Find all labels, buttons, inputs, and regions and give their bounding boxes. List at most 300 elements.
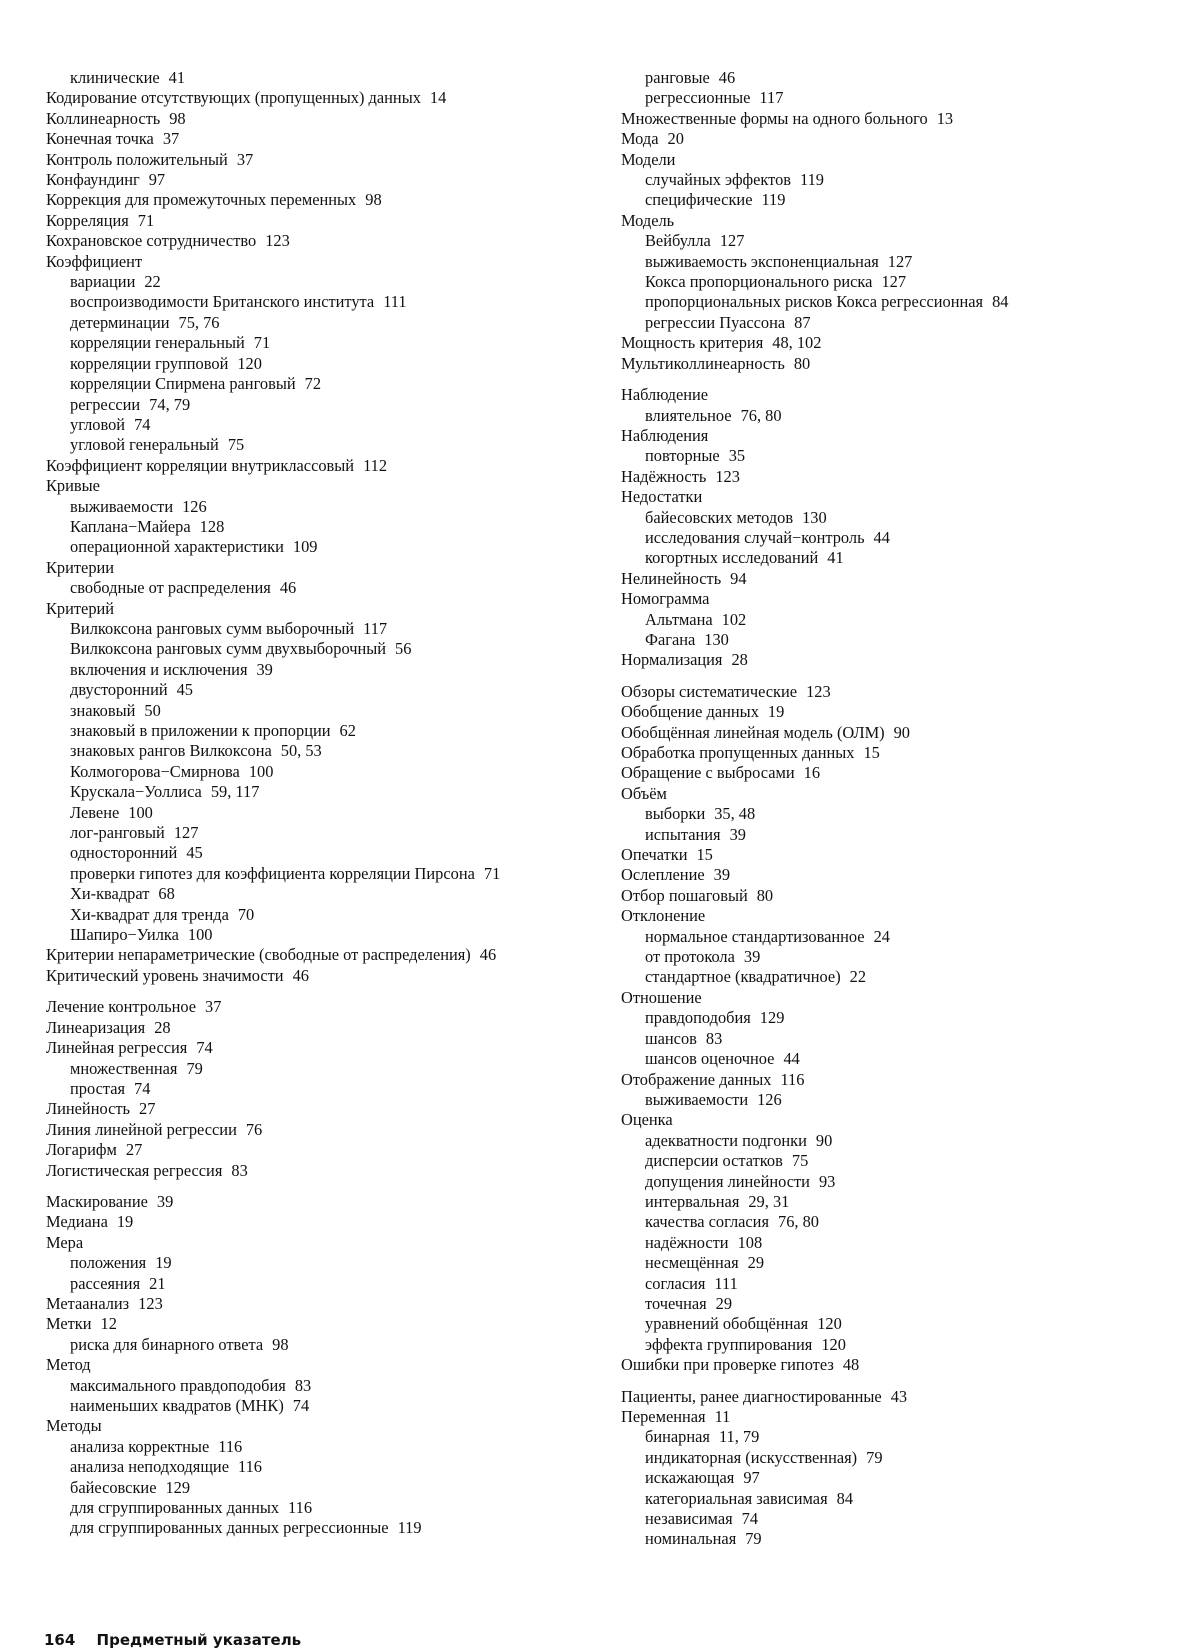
- index-term: Линейная регрессия: [46, 1038, 188, 1058]
- index-entry: [621, 682, 1121, 702]
- index-term: выборки: [645, 804, 706, 824]
- index-page-ref: 90: [815, 1130, 833, 1150]
- index-page-ref: 39: [729, 824, 746, 844]
- index-subentry: [621, 1131, 1121, 1151]
- index-term: специфические: [645, 190, 753, 210]
- index-page-ref: 46: [292, 965, 309, 985]
- index-term: регрессионные: [645, 88, 751, 108]
- index-page-ref: 72: [304, 374, 322, 394]
- index-term: испытания: [645, 824, 721, 844]
- index-term: Мода: [621, 129, 659, 149]
- index-subentry: [46, 803, 601, 823]
- index-subentry: [46, 578, 601, 598]
- index-page-ref: 48, 102: [772, 333, 822, 353]
- index-page-ref: 84: [836, 1488, 854, 1508]
- index-subentry: [46, 1437, 601, 1457]
- index-term: проверки гипотез для коэффициента корреляции Пирсона: [70, 863, 475, 883]
- index-subentry: [621, 1427, 1121, 1447]
- index-entry: [621, 1355, 1121, 1375]
- index-term: Альтмана: [645, 609, 713, 629]
- index-term: Оценка: [621, 1110, 673, 1130]
- index-entry: [46, 1212, 601, 1232]
- index-term: выживаемости: [645, 1089, 749, 1109]
- index-page-ref: 93: [818, 1171, 836, 1191]
- index-page-ref: 19: [155, 1253, 172, 1273]
- index-page-ref: 116: [218, 1436, 243, 1456]
- index-page-ref: 16: [803, 763, 821, 783]
- index-subentry: [621, 1253, 1121, 1273]
- index-entry: [46, 1120, 601, 1140]
- index-subentry: [46, 354, 601, 374]
- index-term: простая: [70, 1078, 126, 1098]
- index-term: дисперсии остатков: [645, 1151, 783, 1171]
- index-term: Методы: [46, 1416, 102, 1436]
- index-page-ref: 79: [186, 1058, 203, 1078]
- index-term: клинические: [70, 68, 160, 87]
- index-term: Кривые: [46, 476, 100, 496]
- index-term: Конечная точка: [46, 129, 154, 149]
- index-entry: [621, 1407, 1121, 1427]
- index-entry: [621, 1387, 1121, 1407]
- index-page-ref: 29: [747, 1253, 765, 1273]
- index-entry: [621, 426, 1121, 446]
- index-term: Наблюдение: [621, 385, 709, 405]
- index-page-ref: 29, 31: [748, 1191, 790, 1211]
- index-entry: [46, 1161, 601, 1181]
- index-page-ref: 79: [745, 1529, 762, 1549]
- index-entry: [621, 650, 1121, 670]
- index-term: односторонний: [70, 843, 178, 863]
- index-entry: [46, 129, 601, 149]
- index-subentry: [46, 415, 601, 435]
- index-term: Каплана−Майера: [70, 516, 191, 536]
- index-subentry: [621, 1335, 1121, 1355]
- index-page-ref: 126: [757, 1089, 782, 1109]
- index-page-ref: 29: [715, 1293, 733, 1313]
- index-page-ref: 130: [704, 629, 729, 649]
- index-term: Отклонение: [621, 906, 706, 926]
- index-term: включения и исключения: [70, 659, 248, 679]
- index-page-ref: 94: [730, 568, 747, 588]
- index-entry: [46, 190, 601, 210]
- index-term: свободные от распределения: [70, 578, 271, 598]
- index-entry: [46, 558, 601, 578]
- index-term: Множественные формы на одного больного: [621, 108, 928, 128]
- index-subentry: [46, 68, 601, 88]
- index-term: Надёжность: [621, 466, 707, 486]
- index-subentry: [46, 313, 601, 333]
- index-entry: [46, 997, 601, 1017]
- index-page-ref: 127: [881, 272, 907, 292]
- index-term: когортных исследований: [645, 548, 819, 568]
- index-page-ref: 48: [842, 1355, 860, 1375]
- index-entry: [621, 385, 1121, 405]
- index-term: категориальная зависимая: [645, 1488, 828, 1508]
- index-term: корреляции групповой: [70, 353, 229, 373]
- index-term: вариации: [70, 272, 136, 292]
- index-term: анализа неподходящие: [70, 1457, 229, 1477]
- index-term: Критерий: [46, 598, 115, 618]
- index-subentry: [621, 927, 1121, 947]
- index-page-ref: 46: [718, 68, 736, 87]
- index-page-ref: 28: [731, 650, 748, 670]
- index-subentry: [621, 1192, 1121, 1212]
- index-page-ref: 74: [741, 1509, 759, 1529]
- index-term: Логистическая регрессия: [46, 1160, 223, 1180]
- index-term: Вейбулла: [645, 231, 711, 251]
- index-subentry: [46, 1376, 601, 1396]
- index-term: Крускала−Уоллиса: [70, 782, 202, 802]
- index-entry: [621, 723, 1121, 743]
- index-page-ref: 28: [154, 1017, 171, 1037]
- index-entry: [46, 1018, 601, 1038]
- index-page-ref: 44: [873, 527, 890, 547]
- index-term: регрессии: [70, 394, 141, 414]
- index-term: для сгруппированных данных: [70, 1498, 280, 1518]
- index-page-ref: 123: [138, 1293, 163, 1313]
- index-term: Линия линейной регрессии: [46, 1119, 237, 1139]
- index-page-ref: 35, 48: [714, 804, 756, 824]
- index-page-ref: 97: [743, 1468, 760, 1488]
- index-term: Номограмма: [621, 589, 710, 609]
- index-subentry: [621, 1049, 1121, 1069]
- index-page-ref: 74: [292, 1396, 310, 1415]
- index-page-ref: 90: [893, 722, 910, 742]
- index-entry: [621, 845, 1121, 865]
- index-subentry: [46, 905, 601, 925]
- index-term: Контроль положительный: [46, 149, 228, 169]
- index-entry: [621, 906, 1121, 926]
- index-entry: [46, 170, 601, 190]
- index-subentry: [621, 825, 1121, 845]
- index-term: Опечатки: [621, 845, 688, 865]
- index-term: от протокола: [645, 947, 735, 967]
- index-page-ref: 44: [783, 1049, 800, 1069]
- index-page-ref: 79: [866, 1447, 883, 1467]
- index-term: детерминации: [70, 312, 170, 332]
- index-subentry: [621, 630, 1121, 650]
- index-term: Колмогорова−Смирнова: [70, 761, 240, 781]
- index-term: нормальное стандартизованное: [645, 926, 865, 946]
- index-term: анализа корректные: [70, 1436, 210, 1456]
- index-term: угловой генеральный: [70, 435, 219, 455]
- index-page-ref: 120: [817, 1314, 842, 1334]
- index-subentry: [621, 252, 1121, 272]
- index-page-ref: 98: [272, 1334, 289, 1354]
- index-subentry: [46, 333, 601, 353]
- index-subentry: [621, 1314, 1121, 1334]
- index-term: Критический уровень значимости: [46, 965, 284, 985]
- index-entry: [46, 456, 601, 476]
- index-page-ref: 71: [137, 210, 155, 230]
- index-term: корреляции Спирмена ранговый: [70, 374, 296, 394]
- index-term: Критерии непараметрические (свободные от распределения): [46, 945, 471, 965]
- index-page-ref: 109: [292, 537, 318, 557]
- index-term: влиятельное: [645, 405, 732, 425]
- index-term: Вилкоксона ранговых сумм выборочный: [70, 618, 355, 638]
- index-page-ref: 20: [667, 129, 684, 149]
- index-page-ref: 87: [794, 312, 811, 332]
- index-page-ref: 129: [759, 1008, 785, 1028]
- index-term: Хи-квадрат: [70, 884, 150, 904]
- index-term: Метки: [46, 1314, 92, 1334]
- index-term: Критерии: [46, 557, 115, 577]
- index-entry: [46, 1038, 601, 1058]
- index-page-ref: 41: [827, 548, 844, 568]
- index-term: Нормализация: [621, 650, 723, 670]
- index-subentry: [621, 1233, 1121, 1253]
- index-term: Модель: [621, 210, 675, 230]
- index-page-ref: 120: [821, 1334, 846, 1354]
- index-term: Лечение контрольное: [46, 997, 197, 1017]
- index-page-ref: 74: [134, 414, 151, 434]
- index-entry: [621, 743, 1121, 763]
- index-term: Коллинеарность: [46, 108, 161, 128]
- index-subentry: [46, 435, 601, 455]
- index-term: повторные: [645, 446, 720, 466]
- index-term: Обобщение данных: [621, 702, 759, 722]
- index-page-ref: 74: [196, 1038, 213, 1058]
- index-entry: [621, 865, 1121, 885]
- index-term: согласия: [645, 1273, 706, 1293]
- index-subentry: [621, 967, 1121, 987]
- index-term: независимая: [645, 1509, 733, 1529]
- index-subentry: [621, 1274, 1121, 1294]
- index-term: Обобщённая линейная модель (ОЛМ): [621, 722, 885, 742]
- index-page-ref: 108: [737, 1232, 763, 1252]
- index-term: случайных эффектов: [645, 170, 792, 190]
- index-page-ref: 83: [231, 1160, 248, 1180]
- index-subentry: [621, 1448, 1121, 1468]
- index-page-ref: 46: [479, 945, 497, 965]
- index-page-ref: 59, 117: [210, 782, 260, 802]
- index-entry: [621, 886, 1121, 906]
- index-term: допущения линейности: [645, 1171, 810, 1191]
- index-term: Мультиколлинеарность: [621, 353, 785, 373]
- index-page-ref: 117: [759, 88, 784, 108]
- index-page-ref: 111: [714, 1273, 738, 1293]
- index-term: знаковый в приложении к пропорции: [70, 721, 331, 740]
- index-entry: [46, 1140, 601, 1160]
- index-entry: [621, 569, 1121, 589]
- index-term: Медиана: [46, 1212, 108, 1232]
- index-entry: [46, 599, 601, 619]
- index-term: бинарная: [645, 1427, 710, 1447]
- index-subentry: [621, 1029, 1121, 1049]
- index-page-ref: 14: [429, 88, 447, 108]
- index-entry: [46, 1416, 601, 1436]
- index-entry: [621, 333, 1121, 353]
- index-subentry: [46, 1079, 601, 1099]
- index-page-ref: 80: [793, 353, 811, 373]
- index-page-ref: 100: [128, 802, 153, 822]
- index-term: двусторонний: [70, 680, 168, 700]
- index-page-ref: 116: [288, 1498, 313, 1518]
- index-subentry: [621, 313, 1121, 333]
- index-entry: [621, 702, 1121, 722]
- running-title: Предметный указатель: [96, 1631, 302, 1649]
- index-term: байесовские: [70, 1477, 157, 1497]
- page-footer: [44, 1631, 301, 1649]
- index-page-ref: 119: [397, 1518, 422, 1538]
- index-page-ref: 74: [134, 1078, 151, 1098]
- index-page-ref: 27: [125, 1140, 143, 1160]
- index-term: шансов оценочное: [645, 1049, 775, 1069]
- index-entry: [46, 1099, 601, 1119]
- index-page-ref: 22: [144, 272, 161, 292]
- index-term: Обращение с выбросами: [621, 763, 795, 783]
- index-page-ref: 74, 79: [149, 394, 191, 414]
- index-page-ref: 100: [248, 761, 274, 781]
- index-term: индикаторная (искусственная): [645, 1447, 858, 1467]
- index-page-ref: 19: [116, 1212, 134, 1232]
- index-entry: [621, 467, 1121, 487]
- index-subentry: [621, 610, 1121, 630]
- index-page-ref: 75: [227, 435, 245, 455]
- index-entry: [621, 1070, 1121, 1090]
- index-page-ref: 39: [743, 947, 761, 967]
- index-entry: [621, 784, 1121, 804]
- index-term: Маскирование: [46, 1191, 148, 1211]
- index-term: Мера: [46, 1232, 84, 1252]
- index-entry: [46, 109, 601, 129]
- index-page-ref: 112: [363, 455, 388, 475]
- index-term: Нелинейность: [621, 568, 722, 588]
- index-page-ref: 43: [890, 1386, 908, 1406]
- index-page-ref: 62: [339, 721, 356, 740]
- index-subentry: [46, 762, 601, 782]
- index-subentry: [621, 804, 1121, 824]
- index-subentry: [621, 68, 1121, 88]
- index-page-ref: 11, 79: [718, 1427, 760, 1447]
- index-page-ref: 15: [863, 743, 880, 762]
- index-subentry: [621, 508, 1121, 528]
- index-term: правдоподобия: [645, 1008, 751, 1028]
- index-term: знаковых рангов Вилкоксона: [70, 741, 272, 761]
- index-entry: [46, 945, 601, 965]
- index-entry: [621, 487, 1121, 507]
- index-subentry: [46, 1478, 601, 1498]
- index-term: Недостатки: [621, 487, 703, 507]
- index-page-ref: 45: [186, 843, 203, 863]
- index-subentry: [621, 1090, 1121, 1110]
- index-term: Отношение: [621, 987, 702, 1007]
- index-term: Коррекция для промежуточных переменных: [46, 190, 357, 210]
- index-page-ref: 24: [873, 926, 890, 946]
- index-term: пропорциональных рисков Кокса регрессионная: [645, 292, 984, 312]
- index-subentry: [46, 1396, 601, 1416]
- index-page-ref: 22: [849, 967, 867, 987]
- index-page-ref: 83: [294, 1375, 312, 1395]
- index-term: Хи-квадрат для тренда: [70, 904, 229, 924]
- index-subentry: [46, 782, 601, 802]
- index-page-ref: 46: [279, 578, 297, 598]
- index-subentry: [621, 231, 1121, 251]
- index-page-ref: 21: [149, 1273, 166, 1293]
- index-subentry: [621, 548, 1121, 568]
- index-subentry: [46, 843, 601, 863]
- index-term: выживаемости: [70, 496, 174, 516]
- index-term: надёжности: [645, 1232, 729, 1252]
- index-term: качества согласия: [645, 1212, 769, 1232]
- index-column-right: [621, 68, 1121, 1550]
- index-entry: [621, 129, 1121, 149]
- index-subentry: [46, 721, 601, 741]
- index-subentry: [46, 292, 601, 312]
- index-subentry: [46, 701, 601, 721]
- index-entry: [46, 1233, 601, 1253]
- index-subentry: [621, 1468, 1121, 1488]
- index-term: Кодирование отсутствующих (пропущенных) данных: [46, 88, 421, 108]
- index-page-ref: 13: [936, 108, 954, 128]
- index-entry: [46, 966, 601, 986]
- index-entry: [621, 211, 1121, 231]
- index-term: максимального правдоподобия: [70, 1375, 286, 1395]
- index-page-ref: 83: [705, 1028, 723, 1048]
- index-term: Вилкоксона ранговых сумм двухвыборочный: [70, 639, 387, 659]
- index-page-ref: 128: [199, 516, 225, 536]
- index-page-ref: 116: [237, 1457, 262, 1477]
- index-term: интервальная: [645, 1191, 740, 1211]
- index-entry: [46, 476, 601, 496]
- index-page-ref: 68: [158, 884, 175, 904]
- index-page-ref: 130: [802, 507, 827, 527]
- index-page-ref: 45: [176, 680, 193, 700]
- index-entry: [46, 211, 601, 231]
- index-subentry: [621, 528, 1121, 548]
- index-page-ref: 127: [887, 251, 913, 271]
- index-page-ref: 119: [761, 190, 786, 210]
- index-entry: [621, 763, 1121, 783]
- index-term: несмещённая: [645, 1253, 739, 1273]
- index-page-ref: 71: [253, 333, 271, 353]
- index-page-ref: 120: [237, 353, 262, 373]
- index-term: байесовских методов: [645, 507, 794, 527]
- index-entry: [621, 109, 1121, 129]
- index-entry: [46, 150, 601, 170]
- index-page-ref: 80: [756, 885, 774, 905]
- index-subentry: [46, 639, 601, 659]
- index-term: Фагана: [645, 629, 696, 649]
- index-page-ref: 76, 80: [740, 405, 782, 425]
- index-page-ref: 75, 76: [178, 312, 220, 332]
- index-subentry: [621, 1212, 1121, 1232]
- index-page-ref: 100: [187, 925, 213, 945]
- index-term: Наблюдения: [621, 425, 709, 445]
- index-term: Линейность: [46, 1099, 130, 1119]
- index-page-ref: 39: [256, 659, 273, 679]
- index-page-ref: 117: [363, 618, 388, 638]
- index-page-ref: 15: [696, 845, 713, 865]
- index-page-ref: 37: [205, 997, 222, 1017]
- index-subentry: [621, 1008, 1121, 1028]
- index-term: Линеаризация: [46, 1017, 146, 1037]
- index-page-ref: 98: [169, 108, 186, 128]
- index-page-ref: 119: [800, 170, 824, 190]
- index-subentry: [621, 1529, 1121, 1549]
- index-term: ранговые: [645, 68, 710, 87]
- index-subentry: [46, 497, 601, 517]
- index-subentry: [46, 1518, 601, 1538]
- index-subentry: [46, 680, 601, 700]
- index-entry: [621, 1110, 1121, 1130]
- index-term: для сгруппированных данных регрессионные: [70, 1518, 389, 1538]
- index-page-ref: 50, 53: [280, 741, 322, 761]
- index-term: эффекта группирования: [645, 1334, 813, 1354]
- index-page-ref: 116: [780, 1069, 805, 1089]
- page-number: 164: [44, 1631, 76, 1649]
- index-entry: [621, 988, 1121, 1008]
